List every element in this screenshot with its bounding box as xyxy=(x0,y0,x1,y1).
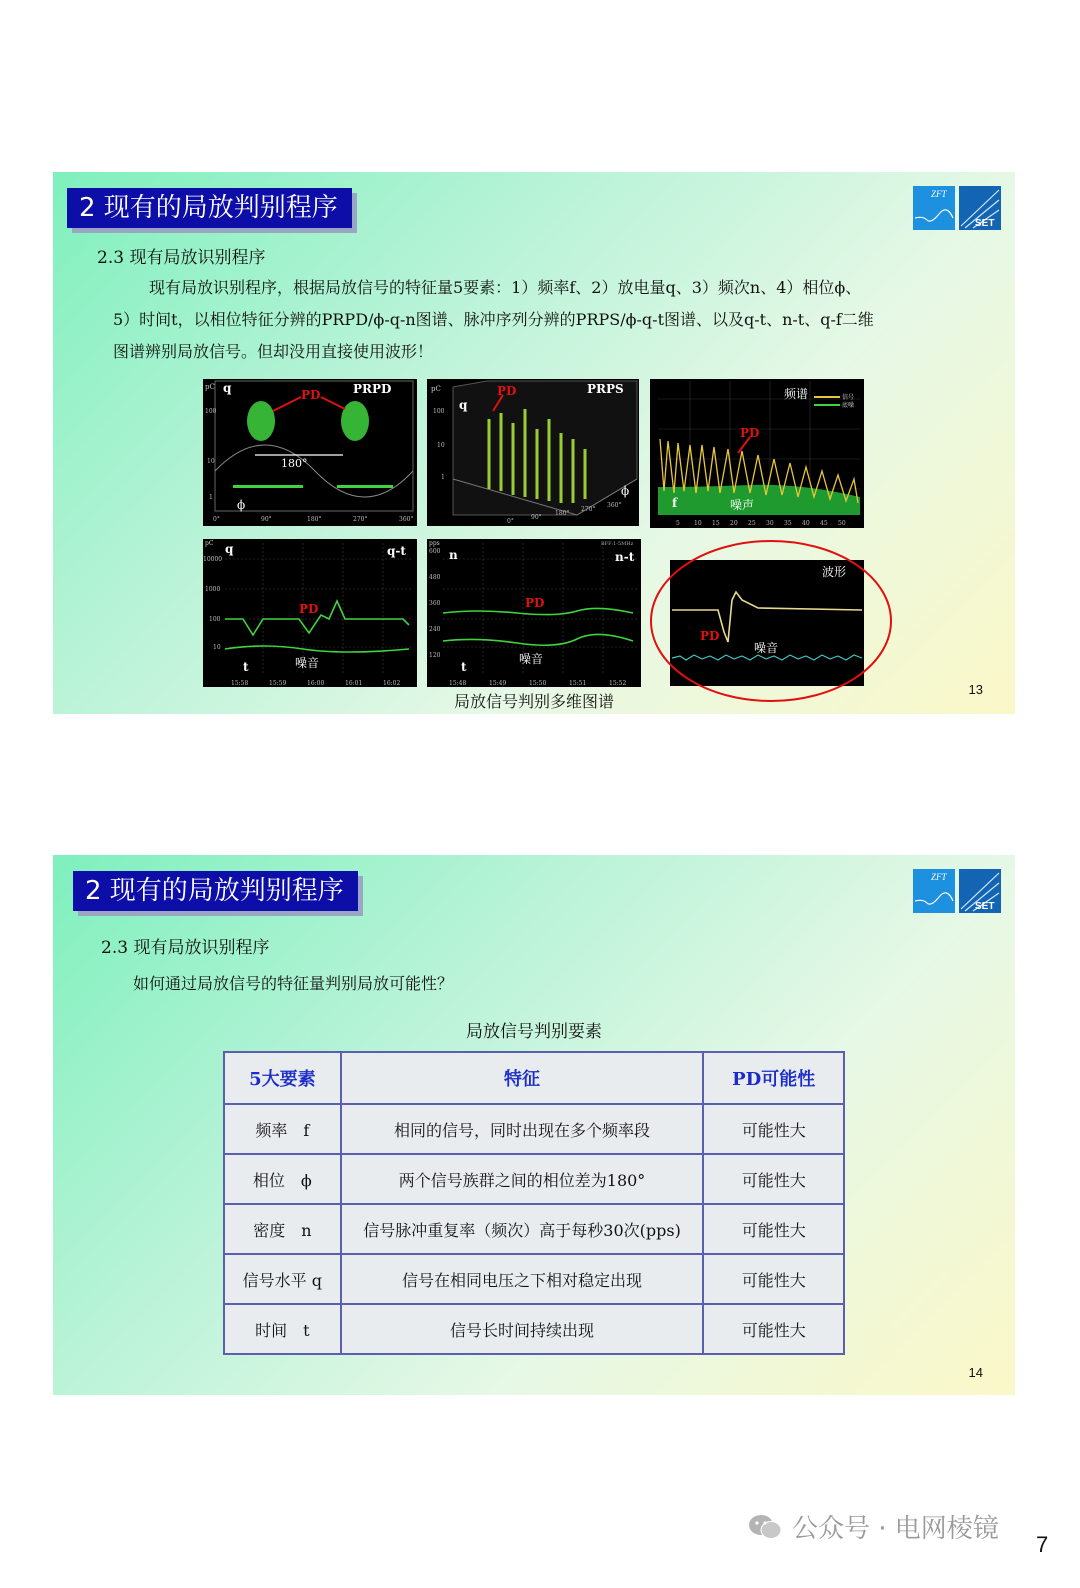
cell-likelihood: 可能性大 xyxy=(703,1204,844,1254)
nt-t: t xyxy=(461,660,467,674)
qt-x-tick: 16:01 xyxy=(345,680,363,687)
figure-caption: 局放信号判别多维图谱 xyxy=(453,692,614,711)
nt-x-tick: 15:51 xyxy=(569,680,587,687)
slide-title: 2 现有的局放判别程序 xyxy=(73,871,358,911)
nt-y-tick: 600 xyxy=(429,548,441,555)
waveform-noise: 噪音 xyxy=(754,641,779,655)
document-page-number: 7 xyxy=(1036,1532,1049,1557)
qt-x-tick: 15:58 xyxy=(231,680,249,687)
zft-set-logo xyxy=(913,869,1001,913)
prps-x-tick: 360° xyxy=(607,502,622,509)
qt-y-tick: 100 xyxy=(209,616,221,623)
spectrum-x-tick: 10 xyxy=(694,520,702,527)
nt-noise: 噪音 xyxy=(519,652,544,666)
waveform-tag: 波形 xyxy=(822,565,847,579)
section-subtitle: 2.3 现有局放识别程序 xyxy=(97,248,266,268)
prps-q: q xyxy=(459,398,468,412)
spectrum-x-tick: 40 xyxy=(802,520,810,527)
spectrum-legend-floor: 底噪 xyxy=(842,402,855,409)
spectrum-f: f xyxy=(672,496,678,510)
qt-chart xyxy=(203,539,417,687)
spectrum-x-tick: 30 xyxy=(766,520,774,527)
prps-phi: ϕ xyxy=(621,484,630,498)
nt-x-tick: 15:50 xyxy=(529,680,547,687)
cell-likelihood: 可能性大 xyxy=(703,1154,844,1204)
spectrum-x-tick: 25 xyxy=(748,520,756,527)
prps-x-tick: 0° xyxy=(507,518,514,525)
prps-y-tick: 100 xyxy=(433,408,445,415)
prps-x-tick: 180° xyxy=(555,510,570,517)
table-row xyxy=(224,1154,844,1204)
logo-zft-text: ZFT xyxy=(931,872,947,882)
spectrum-pd: PD xyxy=(740,426,760,440)
prpd-pd: PD xyxy=(301,388,321,402)
paragraph-line-3: 图谱辨别局放信号。但却没用直接使用波形！ xyxy=(113,342,434,361)
prpd-angle: 180° xyxy=(281,457,308,470)
logo-zft-text: ZFT xyxy=(931,189,947,199)
prps-y-tick: 10 xyxy=(437,442,445,449)
qt-noise: 噪音 xyxy=(295,656,320,670)
spectrum-x-tick: 15 xyxy=(712,520,720,527)
cell-likelihood: 可能性大 xyxy=(703,1304,844,1354)
qt-unit: pC xyxy=(205,540,214,547)
qt-y-tick: 10 xyxy=(213,644,221,651)
cell-element: 信号水平 q xyxy=(224,1254,341,1304)
prpd-x-tick: 0° xyxy=(213,516,220,523)
nt-n: n xyxy=(449,548,458,562)
prps-unit: pC xyxy=(431,385,441,393)
prpd-unit: pC xyxy=(205,383,215,391)
table-row xyxy=(224,1304,844,1354)
spectrum-x-tick: 45 xyxy=(820,520,828,527)
section-subtitle: 2.3 现有局放识别程序 xyxy=(101,938,270,958)
table-caption: 局放信号判别要素 xyxy=(466,1022,602,1042)
qt-x-tick: 16:00 xyxy=(307,680,325,687)
nt-tag: n-t xyxy=(615,550,635,564)
qt-pd: PD xyxy=(299,602,319,616)
logo-set-text: SET xyxy=(975,901,995,912)
cell-likelihood: 可能性大 xyxy=(703,1104,844,1154)
nt-chart xyxy=(427,539,641,687)
cell-feature: 两个信号族群之间的相位差为180° xyxy=(341,1154,704,1204)
nt-y-tick: 240 xyxy=(429,626,441,633)
prpd-chart xyxy=(203,379,417,526)
prps-chart xyxy=(427,379,639,526)
cell-element: 频率 f xyxy=(224,1104,341,1154)
table-header-row xyxy=(224,1052,844,1104)
prpd-x-tick: 180° xyxy=(307,516,322,523)
cell-element: 密度 n xyxy=(224,1204,341,1254)
slide-13 xyxy=(53,172,1015,714)
question-text: 如何通过局放信号的特征量判别局放可能性？ xyxy=(133,974,454,993)
spectrum-tag: 频谱 xyxy=(784,387,809,401)
nt-x-tick: 15:48 xyxy=(449,680,467,687)
cell-feature: 相同的信号，同时出现在多个频率段 xyxy=(341,1104,704,1154)
header-elements: 5大要素 xyxy=(224,1052,341,1104)
prpd-y-tick: 100 xyxy=(205,408,217,415)
prpd-phi: ϕ xyxy=(237,498,246,512)
prpd-y-tick: 1 xyxy=(209,494,213,501)
waveform-highlight-ellipse xyxy=(647,538,895,704)
prpd-y-tick: 10 xyxy=(207,458,215,465)
cell-feature: 信号脉冲重复率（频次）高于每秒30次(pps) xyxy=(341,1204,704,1254)
prpd-q: q xyxy=(223,381,232,395)
prpd-x-tick: 90° xyxy=(261,516,272,523)
spectrum-legend-signal: 信号 xyxy=(842,394,855,401)
nt-y-tick: 360 xyxy=(429,600,441,607)
slide-page-number: 13 xyxy=(968,682,983,697)
nt-y-tick: 120 xyxy=(429,652,441,659)
qt-tag: q-t xyxy=(387,544,406,558)
nt-pd: PD xyxy=(525,596,545,610)
wechat-watermark xyxy=(748,1508,999,1545)
table-row xyxy=(224,1254,844,1304)
prpd-x-tick: 270° xyxy=(353,516,368,523)
slide-page-number: 14 xyxy=(968,1365,983,1380)
logo-set-text: SET xyxy=(975,218,995,229)
nt-unit: pps xyxy=(429,540,440,547)
nt-x-tick: 15:52 xyxy=(609,680,627,687)
header-feature: 特征 xyxy=(341,1052,704,1104)
qt-x-tick: 15:59 xyxy=(269,680,287,687)
spectrum-chart xyxy=(650,379,864,528)
prpd-tag: PRPD xyxy=(353,382,392,396)
spectrum-noise: 噪声 xyxy=(730,498,755,512)
prps-y-tick: 1 xyxy=(441,474,445,481)
prps-x-tick: 90° xyxy=(531,514,542,521)
prps-pd: PD xyxy=(497,384,517,398)
slide-14 xyxy=(53,855,1015,1395)
nt-y-tick: 480 xyxy=(429,574,441,581)
nt-x-tick: 15:49 xyxy=(489,680,507,687)
wechat-icon xyxy=(748,1513,782,1541)
paragraph-line-2: 5）时间t，以相位特征分辨的PRPD/ϕ-q-n图谱、脉冲序列分辨的PRPS/ϕ-q-t图谱、以及q-t、n-t、q-f二维 xyxy=(113,310,874,329)
spectrum-x-tick: 35 xyxy=(784,520,792,527)
cell-element: 时间 t xyxy=(224,1304,341,1354)
table-row xyxy=(224,1204,844,1254)
prpd-x-tick: 360° xyxy=(399,516,414,523)
qt-x-tick: 16:02 xyxy=(383,680,401,687)
table-row xyxy=(224,1104,844,1154)
cell-likelihood: 可能性大 xyxy=(703,1254,844,1304)
paragraph-line-1: 现有局放识别程序，根据局放信号的特征量5要素：1）频率f、2）放电量q、3）频次n、4）相位ϕ、 xyxy=(149,278,862,297)
prps-tag: PRPS xyxy=(587,382,624,396)
spectrum-x-tick: 50 xyxy=(838,520,846,527)
qt-t: t xyxy=(243,660,249,674)
watermark-text: 公众号 · 电网棱镜 xyxy=(792,1514,999,1544)
zft-set-logo xyxy=(913,186,1001,230)
pd-criteria-table xyxy=(223,1051,845,1355)
spectrum-x-tick: 20 xyxy=(730,520,738,527)
prps-x-tick: 270° xyxy=(581,506,596,513)
nt-band: BFF:1-5MHz xyxy=(601,541,634,547)
waveform-pd: PD xyxy=(700,629,720,643)
qt-q: q xyxy=(225,542,234,556)
header-pd-likelihood: PD可能性 xyxy=(703,1052,844,1104)
slide-title: 2 现有的局放判别程序 xyxy=(67,188,352,228)
cell-feature: 信号长时间持续出现 xyxy=(341,1304,704,1354)
spectrum-x-tick: 5 xyxy=(676,520,680,527)
qt-y-tick: 10000 xyxy=(203,556,223,563)
cell-element: 相位 ϕ xyxy=(224,1154,341,1204)
cell-feature: 信号在相同电压之下相对稳定出现 xyxy=(341,1254,704,1304)
qt-y-tick: 1000 xyxy=(205,586,221,593)
